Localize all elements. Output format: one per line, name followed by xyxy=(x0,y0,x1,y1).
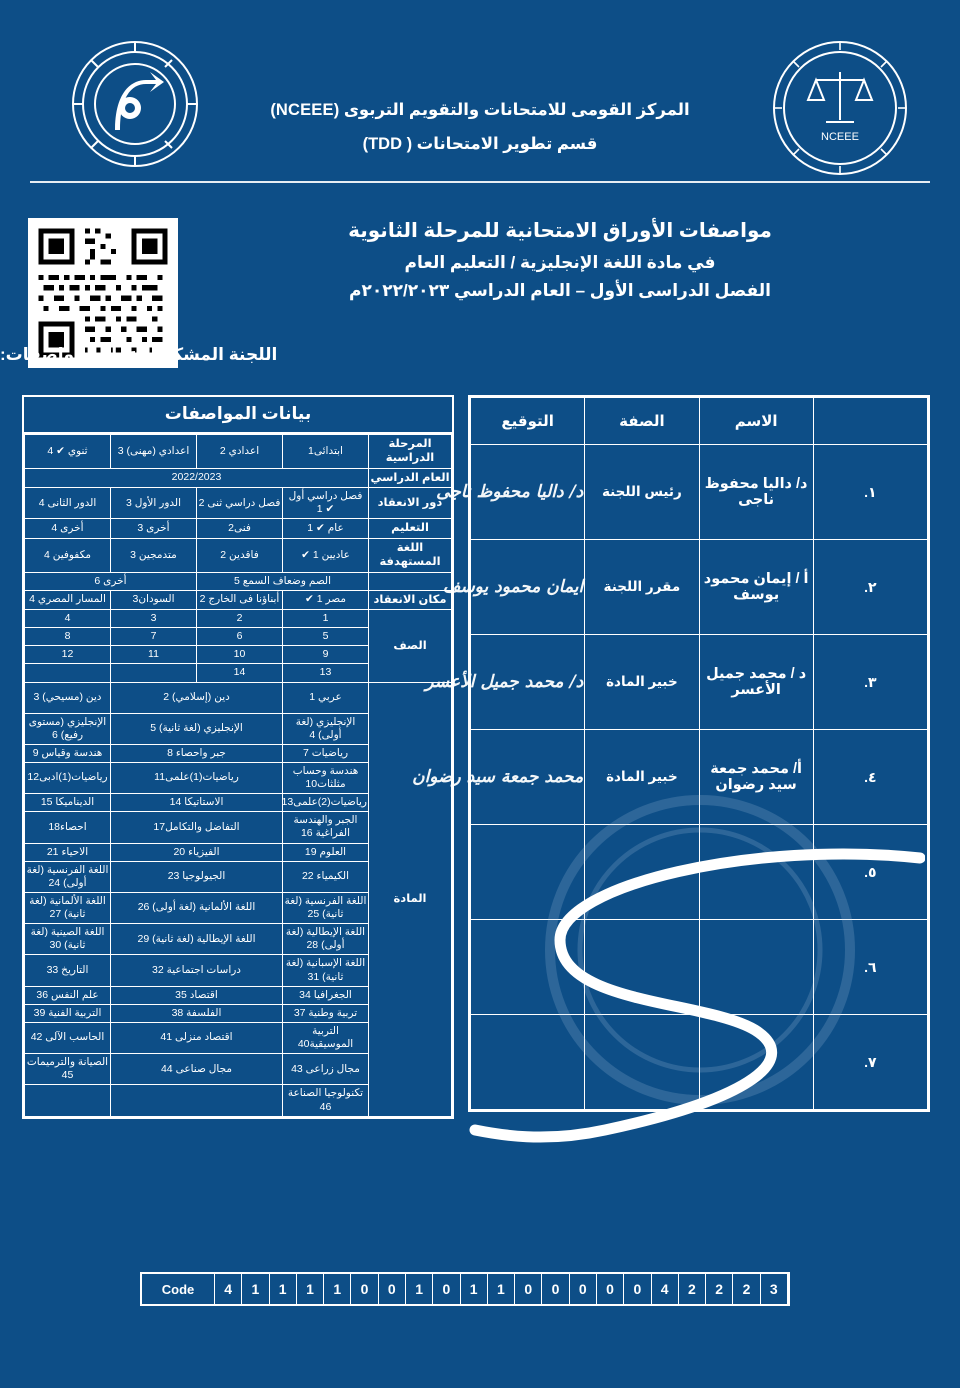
signature-ink: د/ داليا محفوظ ناجى xyxy=(436,482,584,502)
specs-row-session xyxy=(25,488,452,519)
specs-row-year xyxy=(25,468,452,487)
subject-cell[interactable]: رياضيات(1)ادبى12 xyxy=(25,762,111,793)
specs-row-target xyxy=(25,538,452,572)
specs-row-grade xyxy=(25,610,452,628)
table-row xyxy=(471,920,928,1015)
specs-cell[interactable]: اعدادي (مهنى) 3 xyxy=(111,435,197,469)
code-digit: 4 xyxy=(215,1274,242,1304)
table-row xyxy=(471,445,928,540)
member-role: مقرر اللجنة xyxy=(585,540,699,635)
grade-cell[interactable]: 3 xyxy=(111,610,197,628)
specs-row-stage xyxy=(25,435,452,469)
signature-ink: محمد جمعة سيد رضوان xyxy=(412,767,584,787)
member-name xyxy=(699,825,813,920)
row-number: ٦. xyxy=(813,920,927,1015)
code-digit: 4 xyxy=(651,1274,678,1304)
subject-cell[interactable]: رياضيات 7 xyxy=(283,744,369,762)
subject-cell[interactable]: احصاء18 xyxy=(25,812,111,843)
specs-cell[interactable]: أخرى 6 xyxy=(25,572,197,590)
code-digit: 1 xyxy=(242,1274,269,1304)
grade-cell[interactable]: 7 xyxy=(111,628,197,646)
subject-cell[interactable]: التربية الفنية 39 xyxy=(25,1004,111,1022)
subject-cell[interactable]: التاريخ 33 xyxy=(25,955,111,986)
specs-cell[interactable]: ثنوي ✔ 4 xyxy=(25,435,111,469)
subject-cell[interactable]: اقتصاد منزلى 41 xyxy=(111,1022,283,1053)
title-line-2: في مادة اللغة الإنجليزية / التعليم العام xyxy=(404,253,716,272)
specs-cell[interactable]: ابتدائى1 xyxy=(283,435,369,469)
code-digit: 1 xyxy=(324,1274,351,1304)
subject-cell[interactable]: دراسات اجتماعية 32 xyxy=(111,955,283,986)
header-line-1: المركز القومى للامتحانات والتقويم التربوى (NCEEE) xyxy=(270,101,690,119)
subject-cell xyxy=(111,1085,283,1116)
specs-row-label: التعليم xyxy=(369,519,452,538)
subject-cell[interactable]: الإنجليزي (لغة ثانية) 5 xyxy=(111,713,283,744)
subject-cell[interactable]: الفيزياء 20 xyxy=(111,843,283,861)
subject-cell[interactable]: التربية الموسيقية40 xyxy=(283,1022,369,1053)
subject-cell[interactable]: تربية وطنية 37 xyxy=(283,1004,369,1022)
specs-row-label: مكان الانعقاد xyxy=(369,590,452,609)
header-divider xyxy=(30,181,930,183)
code-bar xyxy=(140,1272,790,1306)
specs-cell[interactable]: فاقدين 2 xyxy=(197,538,283,572)
row-number: ١. xyxy=(813,445,927,540)
member-signature xyxy=(471,825,585,920)
code-digit: 2 xyxy=(706,1274,733,1304)
specs-row-subject xyxy=(25,682,452,713)
grade-cell[interactable]: 13 xyxy=(283,664,369,682)
code-digit: 0 xyxy=(378,1274,405,1304)
grade-cell[interactable]: 10 xyxy=(197,646,283,664)
table-row xyxy=(471,1015,928,1110)
grade-cell[interactable] xyxy=(25,664,111,682)
subject-cell[interactable]: هندسة وقياس 9 xyxy=(25,744,111,762)
grade-cell[interactable]: 5 xyxy=(283,628,369,646)
member-role: رئيس اللجنة xyxy=(585,445,699,540)
specs-row-label: المادة xyxy=(369,682,452,1116)
specs-cell[interactable]: الدور الأول 3 xyxy=(111,488,197,519)
member-name: د/ داليا محفوظ ناجى xyxy=(699,445,813,540)
code-row xyxy=(142,1274,788,1304)
code-label: Code xyxy=(142,1274,215,1304)
signature-ink: ايمان محمود يوسف xyxy=(442,577,584,597)
committee-header-row xyxy=(471,398,928,445)
committee-label: اللجنة المشكلة لإعداد المواصفات: xyxy=(0,345,278,364)
specs-row-education xyxy=(25,519,452,538)
member-signature xyxy=(425,635,585,730)
member-signature xyxy=(471,920,585,1015)
subject-cell[interactable]: علم النفس 36 xyxy=(25,986,111,1004)
subject-cell[interactable]: جبر واحصاء 8 xyxy=(111,744,283,762)
grade-cell[interactable]: 11 xyxy=(111,646,197,664)
subject-cell[interactable]: عربي 1 xyxy=(283,682,369,713)
subject-cell[interactable]: اللغة الإيطالية (لغة أولى) 28 xyxy=(283,924,369,955)
grade-cell[interactable]: 1 xyxy=(283,610,369,628)
grade-cell[interactable]: 14 xyxy=(197,664,283,682)
subject-cell[interactable]: الإنجليزي (مستوى رفيع) 6 xyxy=(25,713,111,744)
table-row xyxy=(471,730,928,825)
grade-cell[interactable]: 9 xyxy=(283,646,369,664)
subject-cell[interactable]: الفلسفة 38 xyxy=(111,1004,283,1022)
member-role xyxy=(585,920,699,1015)
subject-cell[interactable]: اللغة الفرنسية (لغة أولى) 24 xyxy=(25,861,111,892)
member-signature xyxy=(471,1015,585,1110)
table-row xyxy=(471,540,928,635)
specs-row-label: دور الانعقاد xyxy=(369,488,452,519)
member-name: د / محمد جميل الأعسر xyxy=(699,635,813,730)
member-name: أ/ محمد جمعة سيد رضوان xyxy=(699,730,813,825)
subject-cell[interactable]: رياضيات(1)علمى11 xyxy=(111,762,283,793)
subject-cell[interactable]: الديناميكا 15 xyxy=(25,794,111,812)
committee-col-name: الاسم xyxy=(699,398,813,445)
specs-cell[interactable]: عاديين 1 ✔ xyxy=(283,538,369,572)
table-row xyxy=(471,825,928,920)
subject-cell[interactable]: الإنجليزي (لغة أولى) 4 xyxy=(283,713,369,744)
grade-cell[interactable]: 2 xyxy=(197,610,283,628)
header-titles xyxy=(0,100,960,154)
subject-cell[interactable]: دين (إسلامي) 2 xyxy=(111,682,283,713)
code-digit: 1 xyxy=(269,1274,296,1304)
grade-cell[interactable] xyxy=(111,664,197,682)
svg-text:NCEEE: NCEEE xyxy=(821,131,859,143)
code-digit: 1 xyxy=(296,1274,323,1304)
code-digit: 1 xyxy=(487,1274,514,1304)
member-signature xyxy=(442,540,585,635)
member-role: خبير المادة xyxy=(585,635,699,730)
specs-cell[interactable]: الدور الثانى 4 xyxy=(25,488,111,519)
member-role xyxy=(585,825,699,920)
subject-cell[interactable]: الاحياء 21 xyxy=(25,843,111,861)
specs-cell[interactable]: متدمجين 3 xyxy=(111,538,197,572)
subject-cell[interactable]: اقتصاد 35 xyxy=(111,986,283,1004)
specs-row-label: الصف xyxy=(369,610,452,683)
specs-cell[interactable]: السودان3 xyxy=(111,590,197,609)
row-number: ٤. xyxy=(813,730,927,825)
subject-cell[interactable]: اللغة الفرنسية (لغة ثانية) 25 xyxy=(283,892,369,923)
subject-cell[interactable]: الجغرافيا 34 xyxy=(283,986,369,1004)
grade-cell[interactable]: 8 xyxy=(25,628,111,646)
subject-cell[interactable]: الجيولوجيا 23 xyxy=(111,861,283,892)
member-role xyxy=(585,1015,699,1110)
subject-cell[interactable]: اللغة الإيطالية (لغة ثانية) 29 xyxy=(111,924,283,955)
specs-cell[interactable]: مصر 1 ✔ xyxy=(283,590,369,609)
subject-cell[interactable]: الكيمياء 22 xyxy=(283,861,369,892)
document-header xyxy=(0,0,960,182)
subject-cell[interactable]: مجال زراعى 43 xyxy=(283,1054,369,1085)
code-digit: 0 xyxy=(433,1274,460,1304)
header-line-2: قسم تطوير الامتحانات ( TDD) xyxy=(362,135,598,153)
code-digit: 2 xyxy=(733,1274,760,1304)
code-digit: 0 xyxy=(542,1274,569,1304)
specs-cell[interactable]: أبناؤنا فى الخارج 2 xyxy=(197,590,283,609)
subject-cell[interactable]: اللغة الصينية (لغة ثانية) 30 xyxy=(25,924,111,955)
subject-cell[interactable]: مجال صناعى 44 xyxy=(111,1054,283,1085)
row-number: ٥. xyxy=(813,825,927,920)
specs-cell[interactable]: فصل دراسي أول ✔ 1 xyxy=(283,488,369,519)
specs-table xyxy=(22,395,454,1119)
document-title xyxy=(190,218,930,301)
row-number: ٧. xyxy=(813,1015,927,1110)
specs-row-place xyxy=(25,590,452,609)
grade-cell[interactable]: 6 xyxy=(197,628,283,646)
specs-cell[interactable]: مكفوفين 4 xyxy=(25,538,111,572)
specs-cell[interactable]: أخرى 3 xyxy=(111,519,197,538)
subject-cell[interactable]: اللغة الألمانية (لغة ثانية) 27 xyxy=(25,892,111,923)
signature-ink: د/ محمد جميل الأعسر xyxy=(425,672,584,692)
specs-row-label: العام الدراسي xyxy=(369,468,452,487)
grade-cell[interactable]: 4 xyxy=(25,610,111,628)
specs-row-label: اللغة المستهدفة xyxy=(369,538,452,572)
table-row xyxy=(471,635,928,730)
member-name xyxy=(699,920,813,1015)
title-line-1: مواصفات الأوراق الامتحانية للمرحلة الثانوية xyxy=(348,220,772,242)
member-signature xyxy=(436,445,585,540)
specs-cell-year: 2022/2023 xyxy=(25,468,369,487)
code-digit: 1 xyxy=(460,1274,487,1304)
specs-row-label: المرحلة الدراسية xyxy=(369,435,452,469)
member-signature xyxy=(412,730,585,825)
grade-cell[interactable]: 12 xyxy=(25,646,111,664)
member-name xyxy=(699,1015,813,1110)
code-digit: 0 xyxy=(515,1274,542,1304)
member-role: خبير المادة xyxy=(585,730,699,825)
committee-col-role: الصفة xyxy=(585,398,699,445)
subject-cell[interactable]: رياضيات(2)علمى13 xyxy=(283,794,369,812)
committee-table xyxy=(412,395,930,1112)
subject-cell[interactable]: تكنولوجيا الصناعة 46 xyxy=(283,1085,369,1116)
specs-cell[interactable]: فنى2 xyxy=(197,519,283,538)
code-digit: 0 xyxy=(569,1274,596,1304)
code-digit: 2 xyxy=(678,1274,705,1304)
subject-cell[interactable]: هندسة وحساب مثلثات10 xyxy=(283,762,369,793)
code-digit: 0 xyxy=(596,1274,623,1304)
specs-cell[interactable]: المسار المصري 4 xyxy=(25,590,111,609)
specs-cell[interactable]: أخرى 4 xyxy=(25,519,111,538)
specs-cell[interactable]: عام ✔ 1 xyxy=(283,519,369,538)
specs-cell[interactable]: الصم وضعاف السمع 5 xyxy=(197,572,369,590)
committee-col-number xyxy=(813,398,927,445)
row-number: ٣. xyxy=(813,635,927,730)
specs-row-label-spacer xyxy=(369,572,452,590)
subject-cell[interactable]: دين (مسيحي) 3 xyxy=(25,682,111,713)
subject-cell[interactable]: التفاضل والتكامل17 xyxy=(111,812,283,843)
specs-cell[interactable]: فصل دراسي ثنى 2 xyxy=(197,488,283,519)
subject-cell[interactable]: العلوم 19 xyxy=(283,843,369,861)
title-line-3: الفصل الدراسى الأول – العام الدراسي ٢٠٢٢/٢٠٢٣م xyxy=(349,281,771,300)
member-name: أ / إيمان محمود يوسف xyxy=(699,540,813,635)
subject-cell[interactable]: الحاسب الآلى 42 xyxy=(25,1022,111,1053)
subject-cell[interactable]: اللغة الألمانية (لغة أولى) 26 xyxy=(111,892,283,923)
row-number: ٢. xyxy=(813,540,927,635)
subject-cell[interactable]: الصيانة والترميمات 45 xyxy=(25,1054,111,1085)
specs-cell[interactable]: اعدادي 2 xyxy=(197,435,283,469)
code-digit: 1 xyxy=(405,1274,432,1304)
subject-cell xyxy=(25,1085,111,1116)
code-digit: 0 xyxy=(624,1274,651,1304)
subject-cell[interactable]: الاستاتيكا 14 xyxy=(111,794,283,812)
specs-table-title: بيانات المواصفات xyxy=(24,397,452,434)
committee-col-signature: التوقيع xyxy=(471,398,585,445)
code-digit: 3 xyxy=(760,1274,787,1304)
subject-cell[interactable]: اللغة الإسبانية (لغة ثانية) 31 xyxy=(283,955,369,986)
subject-cell[interactable]: الجبر والهندسة الفراغية 16 xyxy=(283,812,369,843)
specs-row-target-extra xyxy=(25,572,452,590)
code-digit: 0 xyxy=(351,1274,378,1304)
